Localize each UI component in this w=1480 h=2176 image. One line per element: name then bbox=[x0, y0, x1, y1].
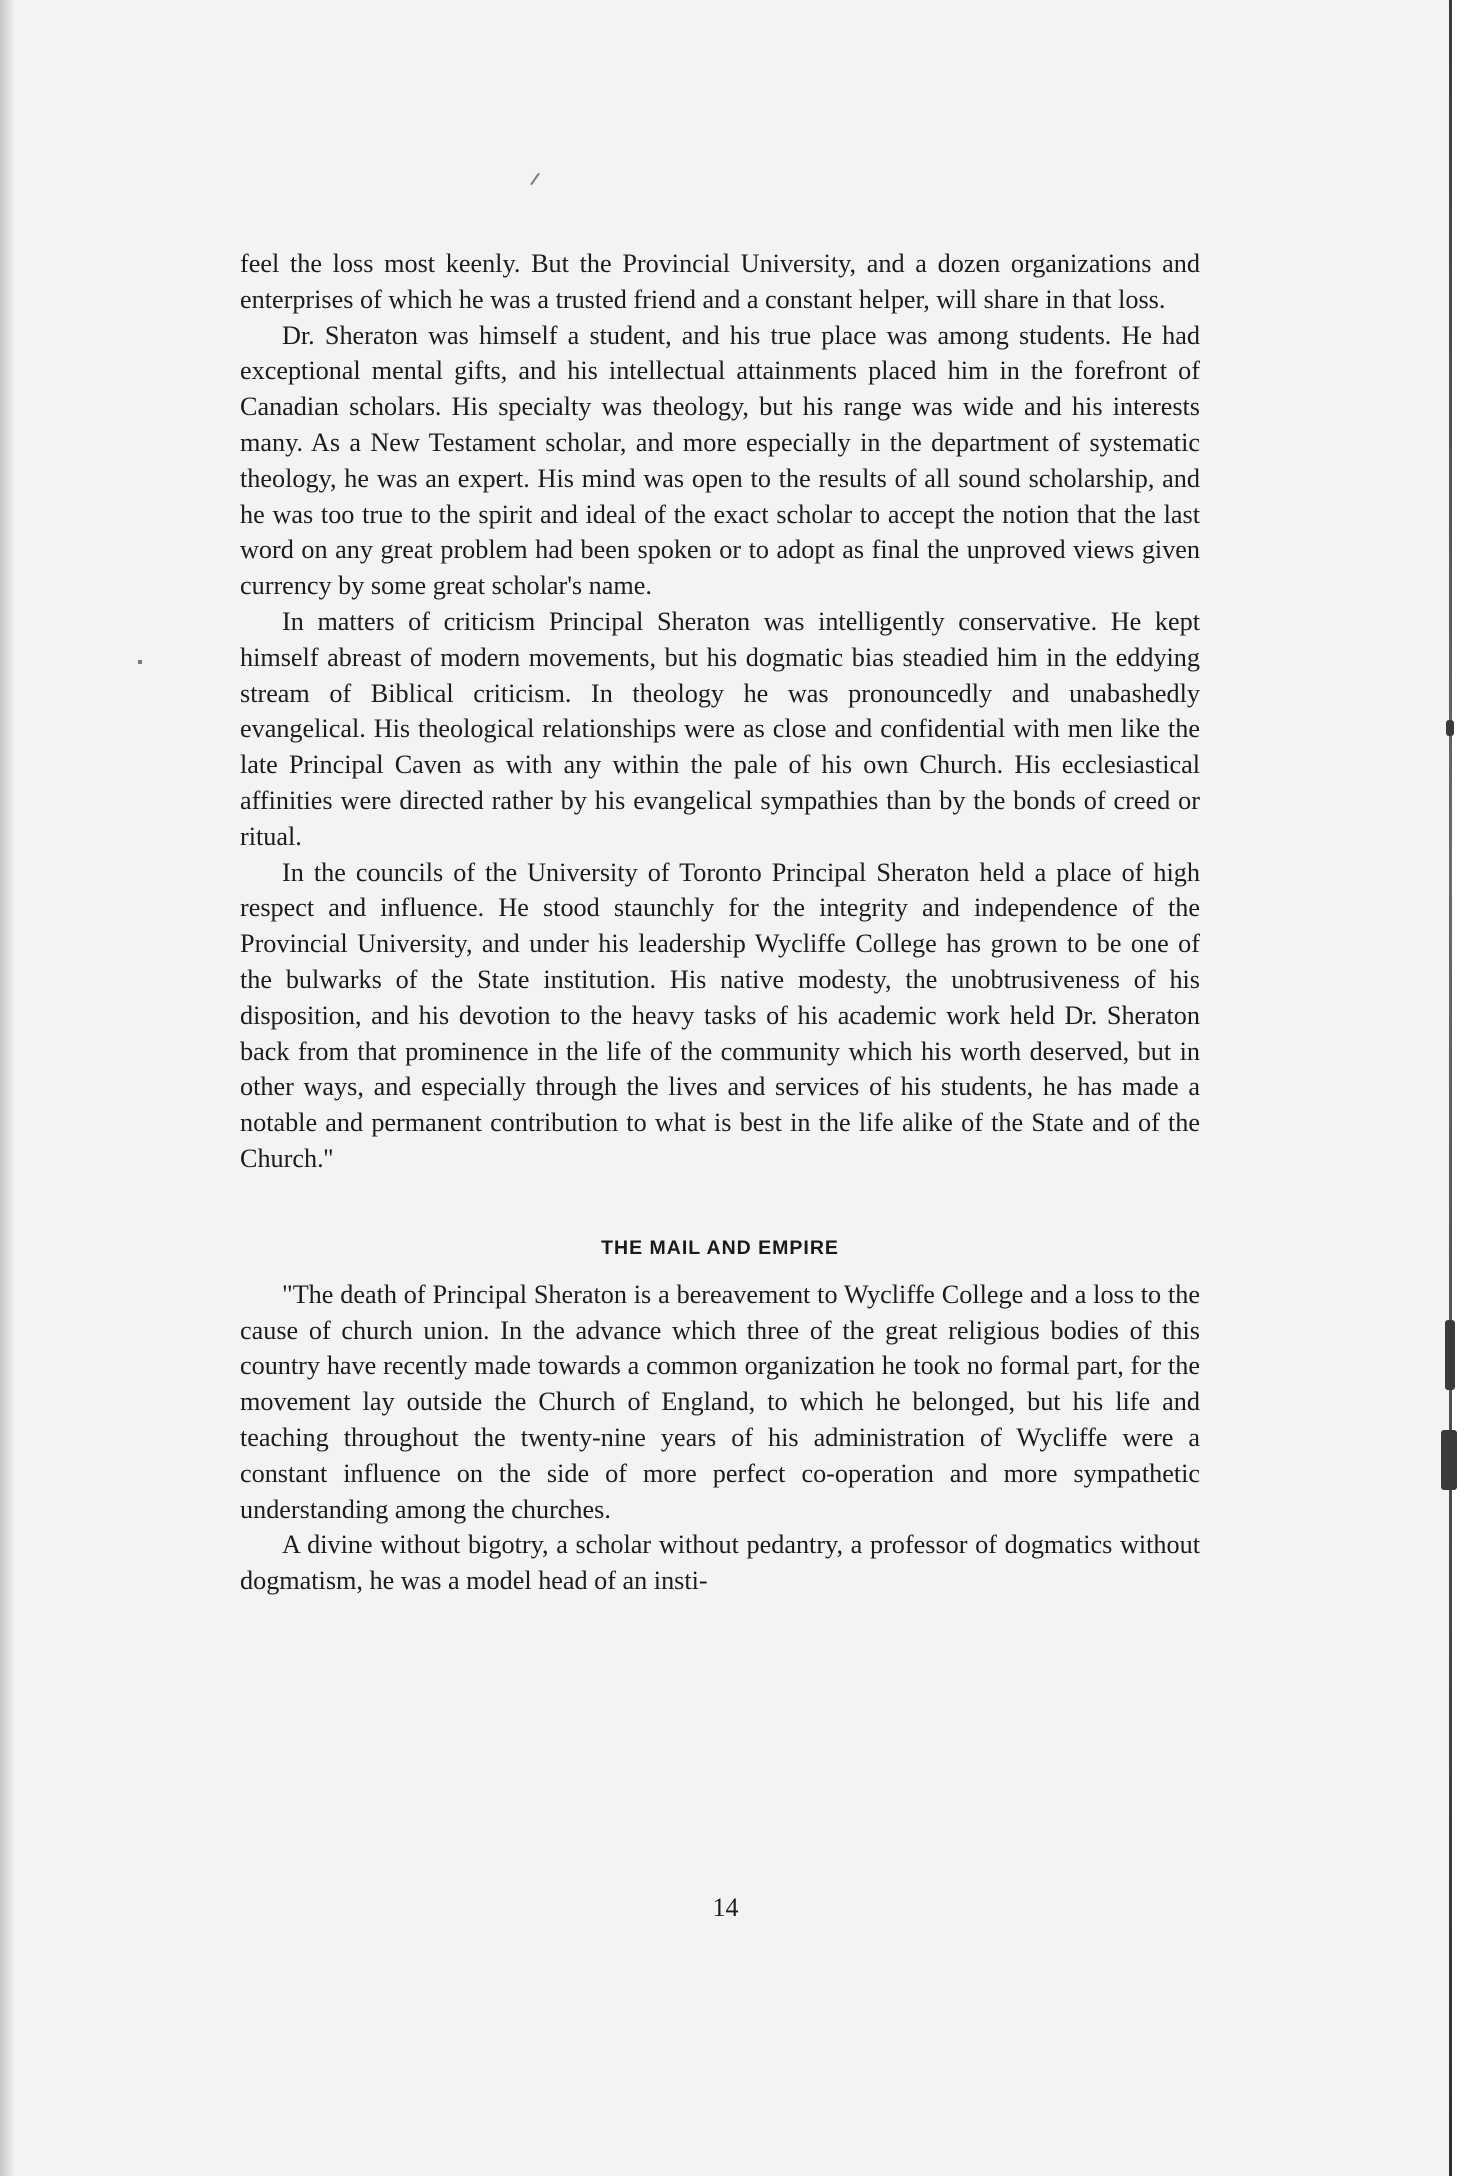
paper-speck bbox=[138, 660, 142, 664]
paragraph: feel the loss most keenly. But the Provincial University, and a dozen organizations and enterprises of which he was a trusted friend and a constant helper, will share in that loss. bbox=[240, 249, 1200, 314]
page-left-edge bbox=[0, 0, 14, 2176]
page-number: 14 bbox=[712, 1893, 739, 1922]
article-text bbox=[240, 246, 1200, 1599]
binding-mark bbox=[1446, 720, 1454, 736]
binding-edge bbox=[1449, 0, 1452, 2176]
paragraph: In the councils of the University of Toronto Principal Sheraton held a place of high respect and influence. He stood staunchly for the integrity and independence of the Provincial University, and under his leadership Wycliffe College has grown to be one of the bulwarks of the State institution. His native modesty, the unobtrusiveness of his disposition, and his devotion to the heavy tasks of his academic work held Dr. Sheraton back from that prominence in the life of the community which his worth deserved, but in other ways, and especially through the lives and services of his students, he has made a notable and permanent contribution to what is best in the life alike of the State and of the Church.'' bbox=[240, 857, 1200, 1173]
paragraph: Dr. Sheraton was himself a student, and his true place was among students. He had exceptional mental gifts, and his intellectual attainments placed him in the forefront of Canadian scholars. His specialty was theology, but his range was wide and his interests many. As a New Testament scholar, and more especially in the department of systematic theology, he was an expert. His mind was open to the results of all sound scholarship, and he was too true to the spirit and ideal of the exact scholar to accept the notion that the last word on any great problem had been spoken or to adopt as final the unproved views given currency by some great scholar's name. bbox=[240, 320, 1200, 601]
paragraph: In matters of criticism Principal Sheraton was intelligently conservative. He kept himself abreast of modern movements, but his dogmatic bias steadied him in the eddying stream of Biblical criticism. In theology he was pronouncedly and unabashedly evangelical. His theological relationships were as close and confidential with men like the late Principal Caven as with any within the pale of his own Church. His ecclesiastical affinities were directed rather by his evangelical sympathies than by the bonds of creed or ritual. bbox=[240, 606, 1200, 851]
binding-mark bbox=[1441, 1430, 1457, 1490]
page-gutter bbox=[1451, 0, 1480, 2176]
section-heading: THE MAIL AND EMPIRE bbox=[601, 1236, 839, 1259]
paragraph: A divine without bigotry, a scholar without pedantry, a professor of dogmatics without dogmatism, he was a model head of an insti- bbox=[240, 1530, 1200, 1596]
binding-mark bbox=[1445, 1320, 1455, 1390]
paragraph: "The death of Principal Sheraton is a bereavement to Wycliffe College and a loss to the cause of church union. In the advance which three of the great religious bodies of this country have recently made towards a common organization he took no formal part, for the movement lay outside the Church of England, to which he belonged, but his life and teaching throughout the twenty-nine years of his administration of Wycliffe were a constant influence on the side of more perfect co-operation and more sympathetic understanding among the churches. bbox=[240, 1279, 1200, 1524]
